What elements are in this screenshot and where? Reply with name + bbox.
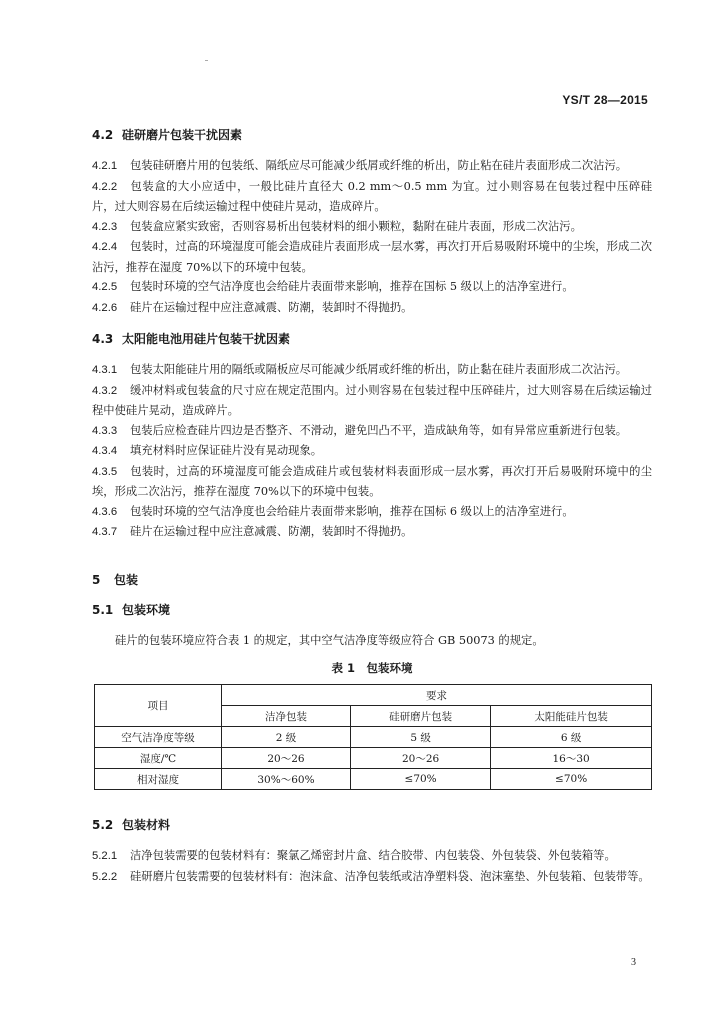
spacer [92,555,652,571]
clause-4-2-3 [92,217,652,238]
clause-text: 包装盒的大小应适中，一般比硅片直径大 0.2 mm～0.5 mm 为宜。过小则容易在包装过程中压碎硅片，过大则容易在后续运输过程中使硅片晃动，造成碎片。 [92,179,652,213]
clause-4-2-4 [92,237,652,277]
scan-mark [205,60,208,61]
clause-text: 包装时环境的空气洁净度也会给硅片表面带来影响，推荐在国标 6 级以上的洁净室进行。 [130,504,574,518]
clause-number: 4.2.3 [92,220,118,233]
clause-4-3-1 [92,360,652,381]
clause-text: 包装盒应紧实致密，否则容易析出包装材料的细小颗粒，黏附在硅片表面，形成二次沾污。 [130,219,582,233]
clause-text: 包装太阳能硅片用的隔纸或隔板应尽可能减少纸屑或纤维的析出，防止黏在硅片表面形成二次沾污。 [130,363,628,376]
clause-number: 4.3.4 [92,445,118,457]
chapter-number: 5 [92,572,101,587]
clause-text: 硅片在运输过程中应注意减震、防潮，装卸时不得抛扔。 [130,525,413,538]
section-title: 硅研磨片包装干扰因素 [122,128,243,142]
section-4-2-heading [92,126,652,144]
section-number: 4.2 [92,128,114,142]
section-5-2-items [92,846,652,887]
column-header: 硅研磨片包装 [350,706,490,727]
clause-5-2-2 [92,867,652,888]
row-label: 相对湿度 [95,769,222,790]
table-cell: 5 级 [350,727,490,748]
table-cell: ≤70% [350,769,490,790]
page-number: 3 [631,957,636,968]
clause-4-2-5 [92,277,652,298]
clause-4-3-3 [92,421,652,442]
clause-number: 4.2.1 [92,160,118,172]
row-label: 湿度/℃ [95,748,222,769]
table-cell: 16～30 [491,748,652,769]
clause-number: 4.3.1 [92,364,118,376]
section-title: 包装环境 [122,602,171,617]
table-cell: 2 级 [222,727,351,748]
column-header: 洁净包装 [222,706,351,727]
section-number: 5.2 [92,818,114,832]
section-4-3-items [92,360,652,543]
section-5-1-intro: 硅片的包装环境应符合表 1 的规定，其中空气洁净度等级应符合 GB 50073 的规定。 [115,633,544,647]
clause-text: 包装后应检查硅片四边是否整齐、不滑动，避免凹凸不平，造成缺角等，如有异常应重新进行包装。 [130,423,628,437]
table-1-title: 表 1 包装环境 [331,661,413,675]
clause-number: 4.2.5 [92,281,118,293]
clause-text: 包装时，过高的环境湿度可能会造成硅片或包装材料表面形成一层水雾，再次打开后易吸附环境中的尘埃，形成二次沾污，推荐在湿度 70%以下的环境中包装。 [92,464,652,498]
clause-4-2-2 [92,177,652,217]
clause-number: 4.3.6 [92,505,118,518]
clause-4-3-2 [92,381,652,421]
clause-number: 4.2.6 [92,301,118,314]
clause-4-3-6 [92,502,652,523]
clause-text: 填充材料时应保证硅片没有晃动现象。 [130,444,323,457]
clause-text: 包装硅研磨片用的包装纸、隔纸应尽可能减少纸屑或纤维的析出，防止粘在硅片表面形成二次沾污。 [130,159,628,172]
clause-text: 缓冲材料或包装盒的尺寸应在规定范围内。过小则容易在包装过程中压碎硅片，过大则容易在后续运输过程中使硅片晃动，造成碎片。 [92,383,652,417]
clause-text: 洁净包装需要的包装材料有：聚氯乙烯密封片盒、结合胶带、内包装袋、外包装袋、外包装箱等。 [130,849,616,862]
clause-number: 4.2.4 [92,241,118,253]
table-cell: 30%～60% [222,769,351,790]
document-code: YS/T 28—2015 [562,93,648,107]
clause-4-3-5 [92,462,652,502]
spacer [92,790,652,816]
clause-number: 5.2.1 [92,850,118,862]
section-4-3-heading [92,330,652,348]
table-cell: ≤70% [491,769,652,790]
table-cell: 20～26 [350,748,490,769]
section-title: 包装材料 [122,818,171,832]
packaging-environment-table [94,684,652,790]
table-cell: 20～26 [222,748,351,769]
clause-number: 4.2.2 [92,180,118,193]
clause-number: 4.3.2 [92,384,118,397]
table-header-row [95,685,652,706]
table-row [95,727,652,748]
section-title: 太阳能电池用硅片包装干扰因素 [122,332,291,346]
header-requirement-cell: 要求 [222,685,652,706]
row-label: 空气洁净度等级 [95,727,222,748]
section-number: 4.3 [92,332,114,346]
section-4-2-items [92,156,652,318]
section-5-2-heading [92,816,652,834]
section-number: 5.1 [92,602,114,617]
table-row [95,748,652,769]
clause-number: 4.3.7 [92,526,118,538]
chapter-title: 包装 [114,572,139,587]
section-5-1-heading [92,601,652,619]
clause-text: 硅片在运输过程中应注意减震、防潮，装卸时不得抛扔。 [130,300,413,314]
table-row [95,769,652,790]
page-content [92,126,652,899]
clause-text: 包装时，过高的环境湿度可能会造成硅片表面形成一层水雾，再次打开后易吸附环境中的尘埃，形成二次沾污，推荐在湿度 70%以下的环境中包装。 [92,240,652,274]
clause-text: 硅研磨片包装需要的包装材料有：泡沫盒、洁净包装纸或洁净塑料袋、泡沫塞垫、外包装箱、包装带等。 [130,869,650,883]
table-cell: 6 级 [491,727,652,748]
clause-5-2-1 [92,846,652,867]
clause-number: 5.2.2 [92,870,118,883]
chapter-5-heading [92,571,652,589]
clause-4-3-7 [92,522,652,543]
clause-text: 包装时环境的空气洁净度也会给硅片表面带来影响，推荐在国标 5 级以上的洁净室进行。 [130,280,574,293]
clause-4-3-4 [92,441,652,462]
clause-number: 4.3.5 [92,465,118,478]
clause-number: 4.3.3 [92,424,118,437]
header-item-cell: 项目 [95,685,222,727]
clause-4-2-1 [92,156,652,177]
column-header: 太阳能硅片包装 [491,706,652,727]
clause-4-2-6 [92,298,652,319]
